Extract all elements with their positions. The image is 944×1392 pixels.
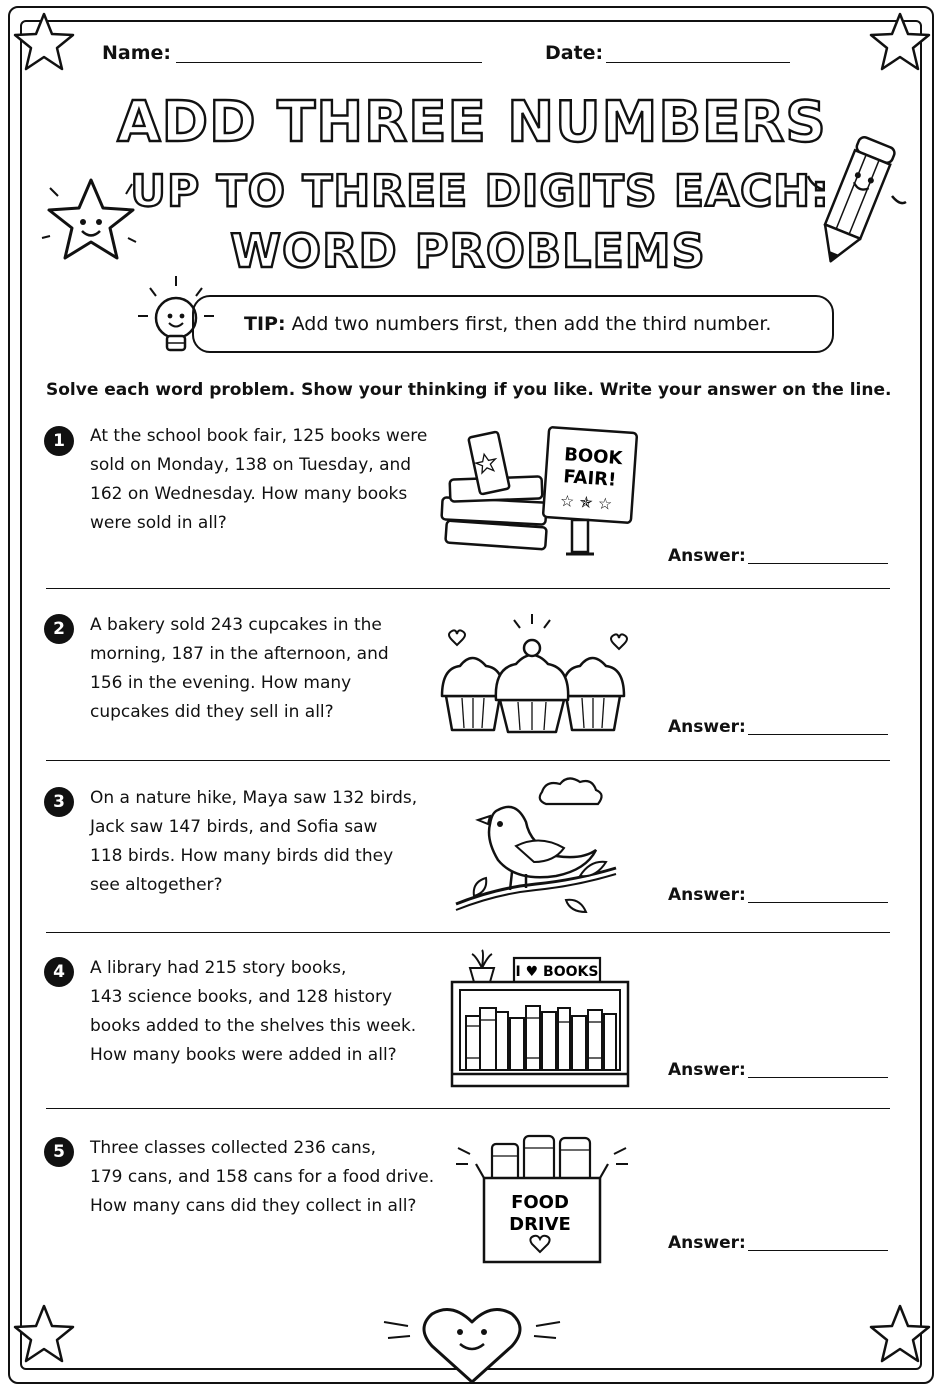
problem-text — [90, 422, 440, 538]
problem-number: 2 — [44, 614, 74, 644]
name-label: Name: — [102, 42, 172, 64]
answer-field[interactable] — [748, 1077, 888, 1078]
smiling-heart-icon — [380, 1300, 564, 1386]
page-subtitle-line-1: UP TO THREE DIGITS EACH: — [130, 166, 830, 217]
problem-line: were sold in all? — [90, 513, 227, 533]
problem-text — [90, 954, 440, 1070]
date-field[interactable] — [606, 62, 790, 63]
pencil-icon — [800, 126, 910, 276]
problem-line: How many books were added in all? — [90, 1045, 397, 1065]
tip-label: TIP: — [244, 313, 286, 335]
tip — [244, 313, 771, 335]
date-label: Date: — [545, 42, 604, 64]
problem-line: A bakery sold 243 cupcakes in the — [90, 615, 382, 635]
problem-line: Three classes collected 236 cans, — [90, 1138, 376, 1158]
star-icon-top-left — [12, 10, 76, 74]
shelf-sign-text: I ♥ BOOKS — [515, 964, 599, 980]
food-drive-icon — [454, 1126, 634, 1270]
problem-line: At the school book fair, 125 books were — [90, 426, 428, 446]
problem-line: sold on Monday, 138 on Tuesday, and — [90, 455, 412, 475]
problem-line: 162 on Wednesday. How many books — [90, 484, 408, 504]
answer-label: Answer: — [668, 1060, 746, 1080]
bird-icon — [450, 776, 630, 918]
star-icon-bottom-left — [12, 1302, 76, 1366]
answer-field[interactable] — [748, 1250, 888, 1251]
problem-number: 1 — [44, 426, 74, 456]
answer-field[interactable] — [748, 563, 888, 564]
answer-field[interactable] — [748, 734, 888, 735]
svg-text:☆ ✯ ☆: ☆ ✯ ☆ — [559, 490, 613, 514]
problem-line: see altogether? — [90, 875, 223, 895]
answer-label: Answer: — [668, 717, 746, 737]
cupcakes-icon — [438, 610, 638, 734]
problem-line: morning, 187 in the afternoon, and — [90, 644, 389, 664]
divider — [46, 760, 890, 761]
tip-text: Add two numbers first, then add the third number. — [291, 313, 772, 335]
divider — [46, 588, 890, 589]
problem-text — [90, 784, 440, 900]
divider — [46, 1108, 890, 1109]
problem-line: books added to the shelves this week. — [90, 1016, 417, 1036]
problem-number: 5 — [44, 1137, 74, 1167]
problem-line: 156 in the evening. How many — [90, 673, 352, 693]
problem-line: 179 cans, and 158 cans for a food drive. — [90, 1167, 435, 1187]
star-icon-bottom-right — [868, 1302, 932, 1366]
smiling-star-icon — [36, 170, 146, 270]
problem-line: cupcakes did they sell in all? — [90, 702, 334, 722]
answer-field[interactable] — [748, 902, 888, 903]
book-fair-icon — [436, 424, 646, 566]
answer-label: Answer: — [668, 885, 746, 905]
problem-number: 4 — [44, 957, 74, 987]
box-text: FOOD — [511, 1192, 569, 1213]
problem-text — [90, 1134, 450, 1221]
answer-label: Answer: — [668, 1233, 746, 1253]
problem-line: 118 birds. How many birds did they — [90, 846, 394, 866]
box-text: DRIVE — [509, 1214, 571, 1235]
problem-number: 3 — [44, 787, 74, 817]
divider — [46, 932, 890, 933]
problem-line: How many cans did they collect in all? — [90, 1196, 417, 1216]
sign-text: BOOK — [563, 444, 624, 470]
instructions: Solve each word problem. Show your thinking if you like. Write your answer on the line. — [46, 380, 892, 400]
page-subtitle-line-2: WORD PROBLEMS — [230, 224, 706, 278]
problem-text — [90, 611, 440, 727]
bookshelf-icon — [448, 946, 638, 1088]
page-title: ADD THREE NUMBERS — [117, 90, 827, 155]
sign-text: FAIR! — [562, 466, 617, 491]
answer-label: Answer: — [668, 546, 746, 566]
problem-line: 143 science books, and 128 history — [90, 987, 393, 1007]
problem-line: On a nature hike, Maya saw 132 birds, — [90, 788, 418, 808]
name-field[interactable] — [176, 62, 482, 63]
problem-line: A library had 215 story books, — [90, 958, 347, 978]
star-icon-top-right — [868, 10, 932, 74]
problem-line: Jack saw 147 birds, and Sofia saw — [90, 817, 378, 837]
